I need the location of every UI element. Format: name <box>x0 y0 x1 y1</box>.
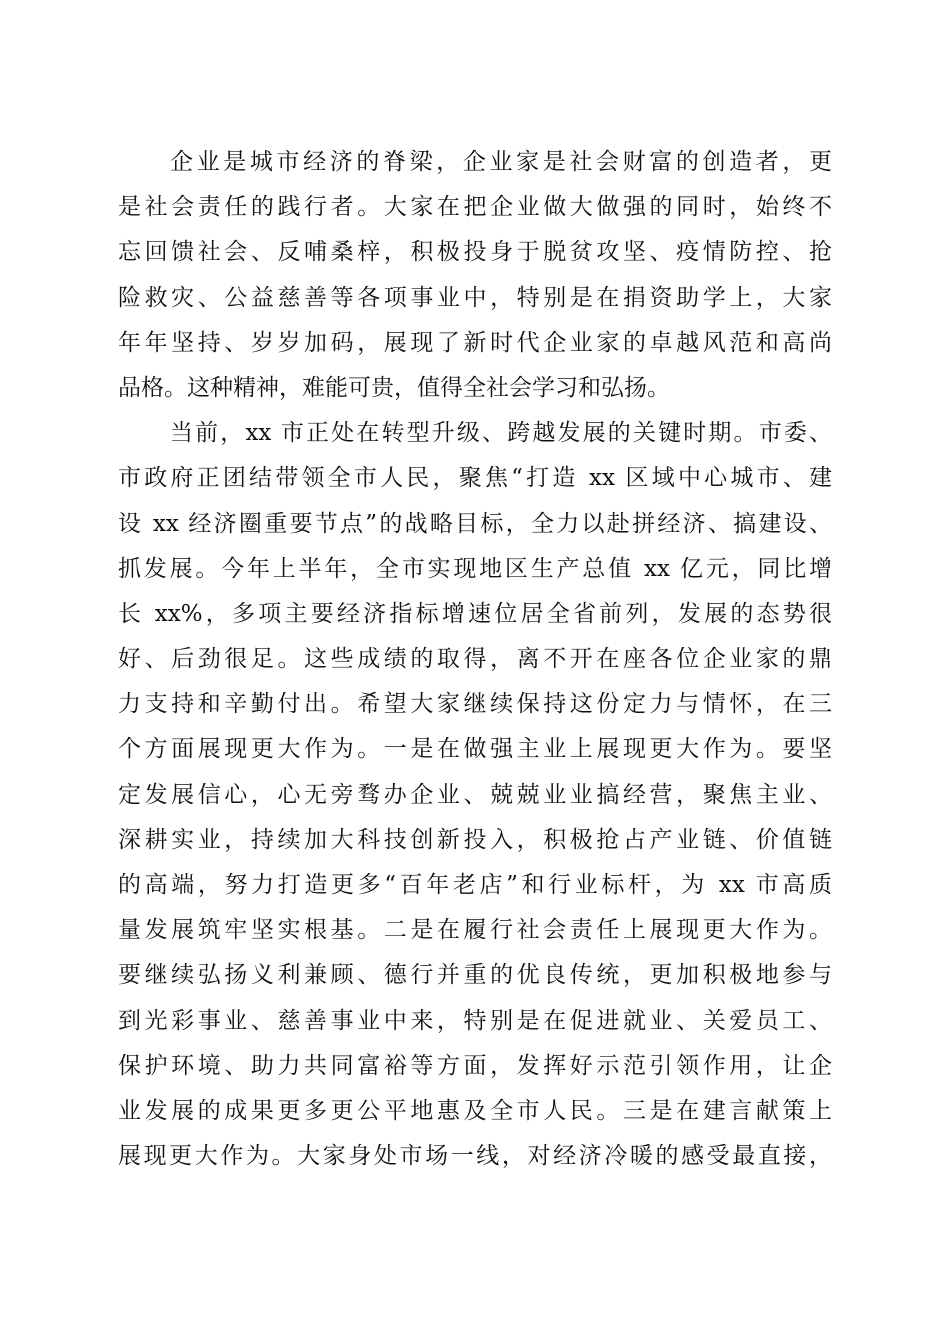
text-line: 险救灾、公益慈善等各项事业中，特别是在捐资助学上，大家 <box>118 284 832 311</box>
text-line: 好、后劲很足。这些成绩的取得，离不开在座各位企业家的鼎 <box>118 646 832 673</box>
text-line: 要继续弘扬义利兼顾、德行并重的优良传统，更加积极地参与 <box>118 962 832 989</box>
paragraph-2 <box>118 411 832 1179</box>
text-line: 企业是城市经济的脊梁，企业家是社会财富的创造者，更 <box>170 149 832 175</box>
text-line: 到光彩事业、慈善事业中来，特别是在促进就业、关爱员工、 <box>118 1007 832 1034</box>
paragraph-1 <box>118 140 832 411</box>
text-line: 忘回馈社会、反哺桑梓，积极投身于脱贫攻坚、疫情防控、抢 <box>118 239 832 266</box>
text-line: 量发展筑牢坚实根基。二是在履行社会责任上展现更大作为。 <box>118 917 832 944</box>
text-line: 市政府正团结带领全市人民，聚焦“打造 xx 区域中心城市、建 <box>118 465 832 492</box>
text-line: 长 xx%，多项主要经济指标增速位居全省前列，发展的态势很 <box>118 600 832 627</box>
text-line: 品格。这种精神，难能可贵，值得全社会学习和弘扬。 <box>118 374 670 401</box>
text-line: 定发展信心，心无旁骛办企业、兢兢业业搞经营，聚焦主业、 <box>118 781 832 808</box>
text-line: 当前，xx 市正处在转型升级、跨越发展的关键时期。市委、 <box>170 420 832 447</box>
text-line: 个方面展现更大作为。一是在做强主业上展现更大作为。要坚 <box>118 736 832 763</box>
body-text <box>118 140 832 1179</box>
text-line: 展现更大作为。大家身处市场一线，对经济冷暖的感受最直接， <box>118 1143 832 1170</box>
text-line: 保护环境、助力共同富裕等方面，发挥好示范引领作用，让企 <box>118 1052 832 1079</box>
text-line: 的高端，努力打造更多“百年老店”和行业标杆，为 xx 市高质 <box>118 872 832 898</box>
text-line: 是社会责任的践行者。大家在把企业做大做强的同时，始终不 <box>118 194 832 221</box>
text-line: 业发展的成果更多更公平地惠及全市人民。三是在建言献策上 <box>118 1097 832 1124</box>
text-line: 抓发展。今年上半年，全市实现地区生产总值 xx 亿元，同比增 <box>118 555 832 582</box>
text-line: 力支持和辛勤付出。希望大家继续保持这份定力与情怀，在三 <box>118 691 832 718</box>
text-line: 设 xx 经济圈重要节点”的战略目标，全力以赴拼经济、搞建设、 <box>118 510 832 537</box>
text-line: 深耕实业，持续加大科技创新投入，积极抢占产业链、价值链 <box>118 826 832 853</box>
text-line: 年年坚持、岁岁加码，展现了新时代企业家的卓越风范和高尚 <box>118 329 832 356</box>
